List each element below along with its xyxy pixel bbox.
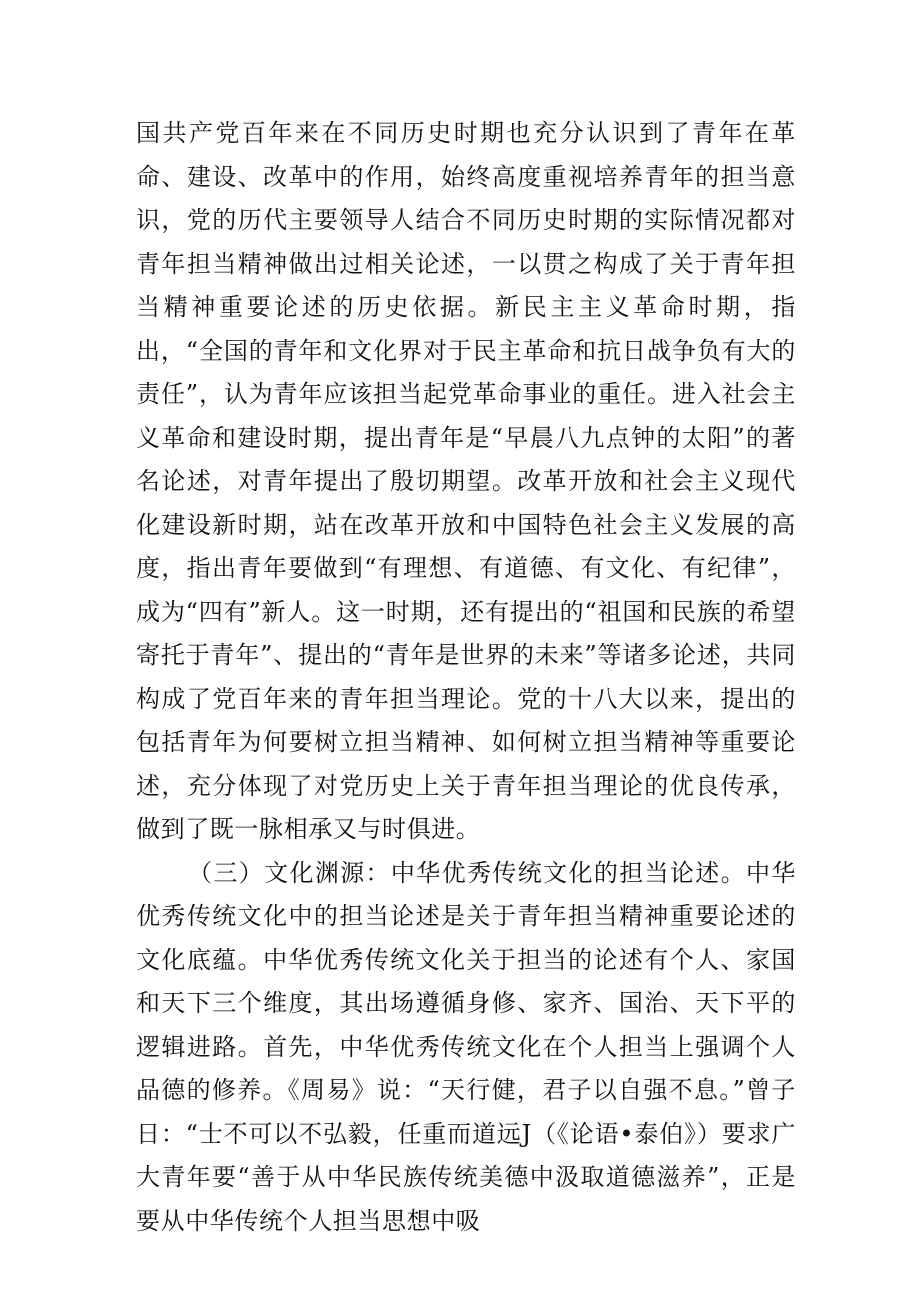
document-body — [136, 112, 796, 1243]
body-paragraph-2: （三）文化渊源：中华优秀传统文化的担当论述。中华优秀传统文化中的担当论述是关于青年担当精神重要论述的文化底蕴。中华优秀传统文化关于担当的论述有个人、家国和天下三个维度，其出场遵循身修、家齐、国治、天下平的逻辑进路。首先，中华优秀传统文化在个人担当上强调个人品德的修养。《周易》说：“天行健，君子以自强不息。”曾子日：“士不可以不弘毅，任重而道远J（《论语•泰伯》）要求广大青年要“善于从中华民族传统美德中汲取道德滋养”，正是要从中华传统个人担当思想中吸 — [136, 858, 796, 1235]
body-paragraph-1: 国共产党百年来在不同历史时期也充分认识到了青年在革命、建设、改革中的作用，始终高度重视培养青年的担当意识，党的历代主要领导人结合不同历史时期的实际情况都对青年担当精神做出过相关论述，一以贯之构成了关于青年担当精神重要论述的历史依据。新民主主义革命时期，指出，“全国的青年和文化界对于民主革命和抗日战争负有大的责任”，认为青年应该担当起党革命事业的重任。进入社会主义革命和建设时期，提出青年是“早晨八九点钟的太阳”的著名论述，对青年提出了殷切期望。改革开放和社会主义现代化建设新时期，站在改革开放和中国特色社会主义发展的高度，指出青年要做到“有理想、有道德、有文化、有纪律”，成为“四有”新人。这一时期，还有提出的“祖国和民族的希望寄托于青年”、提出的“青年是世界的未来”等诸多论述，共同构成了党百年来的青年担当理论。党的十八大以来，提出的包括青年为何要树立担当精神、如何树立担当精神等重要论述，充分体现了对党历史上关于青年担当理论的优良传承，做到了既一脉相承又与时俱进。 — [136, 119, 796, 843]
